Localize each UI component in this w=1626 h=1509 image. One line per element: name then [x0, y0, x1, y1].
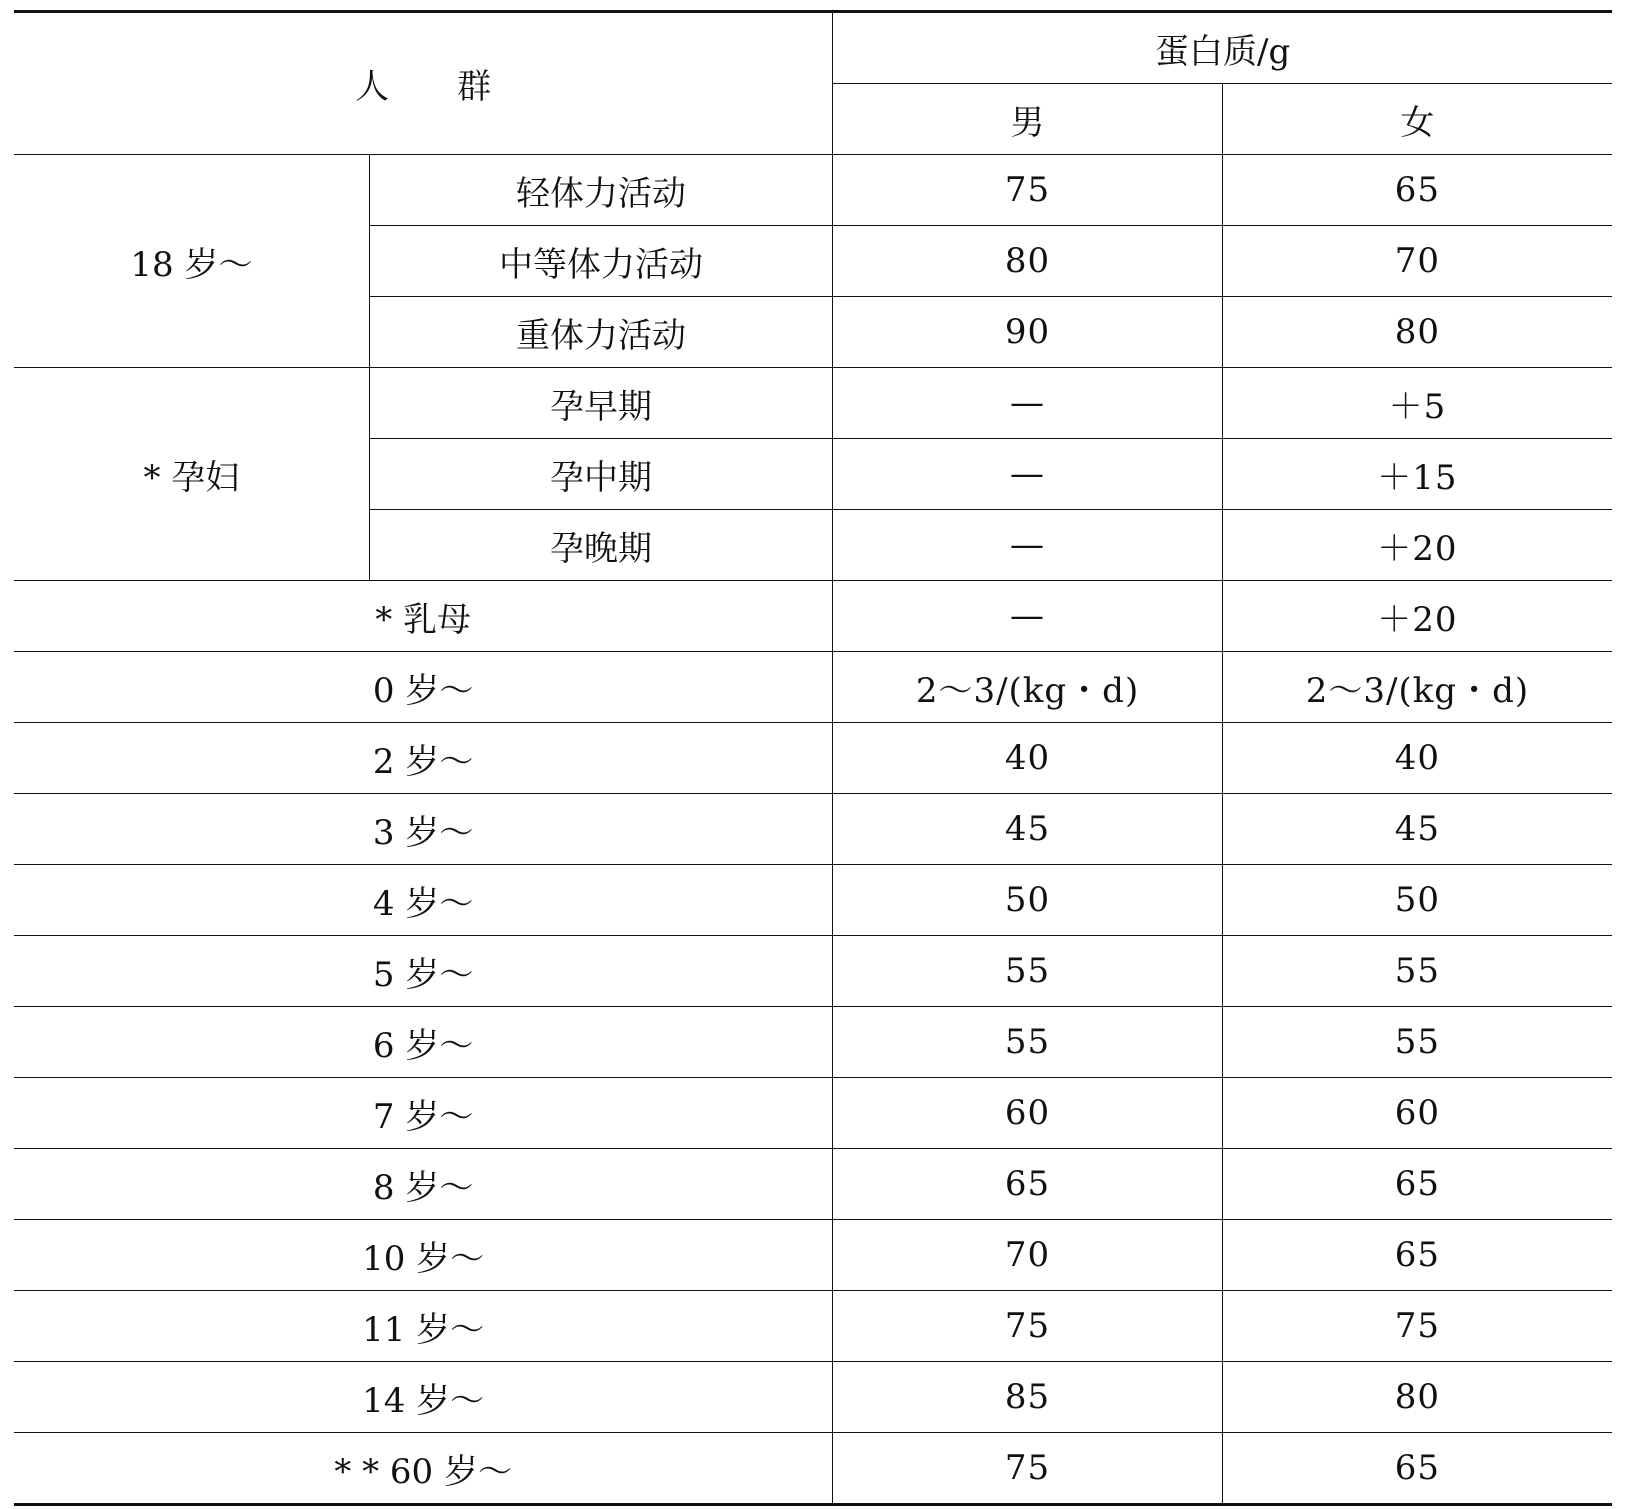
table-row	[14, 1362, 1612, 1433]
female-value: ＋20	[1222, 510, 1612, 581]
period-label: 孕早期	[369, 368, 832, 439]
female-value: 45	[1222, 794, 1612, 865]
male-value: —	[833, 510, 1223, 581]
pregnant-group-label: * 孕妇	[14, 368, 369, 581]
activity-label: 轻体力活动	[369, 155, 832, 226]
group-label: 14 岁～	[14, 1362, 833, 1433]
female-value: ＋5	[1222, 368, 1612, 439]
male-value: 45	[833, 794, 1223, 865]
group-label: 2 岁～	[14, 723, 833, 794]
header-row-1	[14, 12, 1612, 84]
female-value: 40	[1222, 723, 1612, 794]
female-value: 2～3/(kg・d)	[1222, 652, 1612, 723]
activity-label: 重体力活动	[369, 297, 832, 368]
female-value: 80	[1222, 1362, 1612, 1433]
female-value: 75	[1222, 1291, 1612, 1362]
male-value: 60	[833, 1078, 1223, 1149]
protein-table-container	[14, 10, 1612, 1506]
group-label: * 乳母	[14, 581, 833, 652]
table-row	[14, 581, 1612, 652]
female-value: 55	[1222, 1007, 1612, 1078]
table-row	[14, 865, 1612, 936]
group-label: 4 岁～	[14, 865, 833, 936]
male-value: 70	[833, 1220, 1223, 1291]
period-label: 孕晚期	[369, 510, 832, 581]
table-row	[14, 1291, 1612, 1362]
table-row	[14, 1220, 1612, 1291]
group-label: 7 岁～	[14, 1078, 833, 1149]
male-value: 65	[833, 1149, 1223, 1220]
table-row	[14, 368, 1612, 439]
male-value: —	[833, 439, 1223, 510]
female-value: 60	[1222, 1078, 1612, 1149]
header-group-cell: 人 群	[14, 12, 833, 155]
male-value: 55	[833, 1007, 1223, 1078]
header-male-cell: 男	[833, 84, 1223, 155]
table-row	[14, 794, 1612, 865]
table-row	[14, 155, 1612, 226]
table-row	[14, 652, 1612, 723]
table-row	[14, 1433, 1612, 1505]
period-label: 孕中期	[369, 439, 832, 510]
header-protein-cell: 蛋白质/g	[833, 12, 1612, 84]
group-label: 10 岁～	[14, 1220, 833, 1291]
female-value: 55	[1222, 936, 1612, 1007]
female-value: 80	[1222, 297, 1612, 368]
male-value: —	[833, 581, 1223, 652]
activity-label: 中等体力活动	[369, 226, 832, 297]
female-value: 65	[1222, 1433, 1612, 1505]
header-female-cell: 女	[1222, 84, 1612, 155]
female-value: 70	[1222, 226, 1612, 297]
male-value: 80	[833, 226, 1223, 297]
table-row	[14, 723, 1612, 794]
group-label: 5 岁～	[14, 936, 833, 1007]
male-value: 40	[833, 723, 1223, 794]
female-value: 65	[1222, 155, 1612, 226]
group-label: 3 岁～	[14, 794, 833, 865]
male-value: —	[833, 368, 1223, 439]
male-value: 85	[833, 1362, 1223, 1433]
group-label: 0 岁～	[14, 652, 833, 723]
table-row	[14, 1078, 1612, 1149]
group-label: 11 岁～	[14, 1291, 833, 1362]
group-label: 8 岁～	[14, 1149, 833, 1220]
table-row	[14, 1007, 1612, 1078]
male-value: 55	[833, 936, 1223, 1007]
group-label: 6 岁～	[14, 1007, 833, 1078]
table-row	[14, 1149, 1612, 1220]
female-value: 65	[1222, 1149, 1612, 1220]
male-value: 75	[833, 1291, 1223, 1362]
male-value: 50	[833, 865, 1223, 936]
female-value: 50	[1222, 865, 1612, 936]
male-value: 2～3/(kg・d)	[833, 652, 1223, 723]
male-value: 90	[833, 297, 1223, 368]
male-value: 75	[833, 155, 1223, 226]
protein-intake-table	[14, 10, 1612, 1506]
group-label: * * 60 岁～	[14, 1433, 833, 1505]
adult-group-label: 18 岁～	[14, 155, 369, 368]
female-value: ＋15	[1222, 439, 1612, 510]
female-value: ＋20	[1222, 581, 1612, 652]
female-value: 65	[1222, 1220, 1612, 1291]
table-row	[14, 936, 1612, 1007]
male-value: 75	[833, 1433, 1223, 1505]
